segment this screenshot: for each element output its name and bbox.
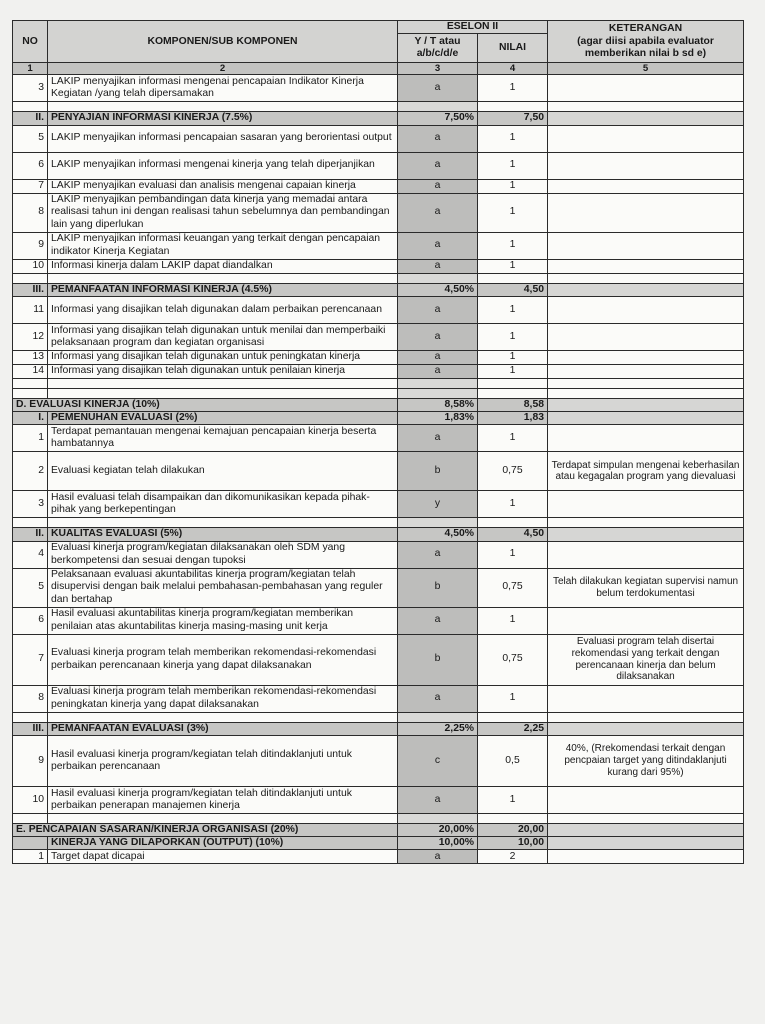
section-title: PEMANFAATAN INFORMASI KINERJA (4.5%) bbox=[48, 283, 398, 296]
row-ket-cell bbox=[548, 518, 744, 528]
item-row bbox=[13, 179, 744, 193]
section-number bbox=[13, 837, 48, 850]
item-keterangan bbox=[548, 179, 744, 193]
row-no-cell bbox=[13, 712, 48, 722]
section-row bbox=[13, 722, 744, 735]
item-row bbox=[13, 607, 744, 634]
item-row bbox=[13, 75, 744, 102]
section-keterangan bbox=[548, 823, 744, 836]
row-yt-cell bbox=[398, 378, 478, 388]
col-header-keterangan bbox=[548, 21, 744, 63]
item-score: 1 bbox=[478, 125, 548, 152]
blank-row bbox=[13, 273, 744, 283]
item-answer: a bbox=[398, 75, 478, 102]
item-text: Informasi yang disajikan telah digunakan untuk menilai dan memperbaiki pelaksanaan program dan kegiatan organisasi bbox=[48, 323, 398, 350]
item-keterangan bbox=[548, 607, 744, 634]
section-keterangan bbox=[548, 722, 744, 735]
item-score: 1 bbox=[478, 179, 548, 193]
item-keterangan: 40%, (Rrekomendasi terkait dengan pencpaian target yang ditindaklanjuti kurang dari 95%) bbox=[548, 735, 744, 786]
item-score: 1 bbox=[478, 75, 548, 102]
section-title: PEMENUHAN EVALUASI (2%) bbox=[48, 412, 398, 425]
item-text: Evaluasi kinerja program telah memberikan rekomendasi-rekomendasi peningkatan kinerja yang dapat dilaksanakan bbox=[48, 685, 398, 712]
section-row bbox=[13, 283, 744, 296]
item-answer: a bbox=[398, 685, 478, 712]
row-yt-cell bbox=[398, 518, 478, 528]
row-yt-cell bbox=[398, 813, 478, 823]
section-score: 1,83 bbox=[478, 412, 548, 425]
table-body bbox=[13, 75, 744, 864]
item-text: Informasi kinerja dalam LAKIP dapat diandalkan bbox=[48, 259, 398, 273]
item-keterangan bbox=[548, 193, 744, 232]
row-nilai-cell bbox=[478, 813, 548, 823]
row-nilai-cell bbox=[478, 518, 548, 528]
item-score: 1 bbox=[478, 323, 548, 350]
item-score: 0,5 bbox=[478, 735, 548, 786]
row-no-cell bbox=[13, 378, 48, 388]
item-number: 1 bbox=[13, 850, 48, 864]
item-number: 5 bbox=[13, 568, 48, 607]
row-text-cell bbox=[48, 518, 398, 528]
item-answer: a bbox=[398, 350, 478, 364]
blank-row bbox=[13, 518, 744, 528]
item-row bbox=[13, 152, 744, 179]
item-answer: a bbox=[398, 125, 478, 152]
item-number: 9 bbox=[13, 232, 48, 259]
section-percentage: 20,00% bbox=[398, 823, 478, 836]
item-keterangan bbox=[548, 425, 744, 452]
item-keterangan bbox=[548, 296, 744, 323]
item-text: Hasil evaluasi kinerja program/kegiatan telah ditindaklanjuti untuk perbaikan perencanaan bbox=[48, 735, 398, 786]
row-nilai-cell bbox=[478, 102, 548, 112]
item-score: 1 bbox=[478, 232, 548, 259]
item-answer: a bbox=[398, 607, 478, 634]
item-text: LAKIP menyajikan informasi mengenai kinerja yang telah diperjanjikan bbox=[48, 152, 398, 179]
item-score: 0,75 bbox=[478, 634, 548, 685]
item-keterangan bbox=[548, 152, 744, 179]
blank-row bbox=[13, 102, 744, 112]
section-row bbox=[13, 398, 744, 411]
section-percentage: 4,50% bbox=[398, 528, 478, 541]
col-number-4: 4 bbox=[478, 63, 548, 75]
item-keterangan: Telah dilakukan kegiatan supervisi namun belum terdokumentasi bbox=[548, 568, 744, 607]
item-text: Informasi yang disajikan telah digunakan untuk peningkatan kinerja bbox=[48, 350, 398, 364]
section-number: III. bbox=[13, 722, 48, 735]
evaluation-table bbox=[12, 20, 744, 864]
item-keterangan: Terdapat simpulan mengenai keberhasilan atau kegagalan program yang dievaluasi bbox=[548, 452, 744, 491]
item-answer: a bbox=[398, 850, 478, 864]
item-row bbox=[13, 568, 744, 607]
row-text-cell bbox=[48, 273, 398, 283]
item-number: 13 bbox=[13, 350, 48, 364]
row-nilai-cell bbox=[478, 388, 548, 398]
item-number: 3 bbox=[13, 491, 48, 518]
item-row bbox=[13, 850, 744, 864]
item-number: 7 bbox=[13, 634, 48, 685]
row-text-cell bbox=[48, 813, 398, 823]
section-keterangan bbox=[548, 412, 744, 425]
item-number: 5 bbox=[13, 125, 48, 152]
row-yt-cell bbox=[398, 102, 478, 112]
row-ket-cell bbox=[548, 273, 744, 283]
item-score: 1 bbox=[478, 296, 548, 323]
item-number: 6 bbox=[13, 152, 48, 179]
keterangan-title: KETERANGAN bbox=[608, 23, 683, 35]
section-score: 7,50 bbox=[478, 112, 548, 125]
item-keterangan bbox=[548, 323, 744, 350]
item-number: 3 bbox=[13, 75, 48, 102]
item-row bbox=[13, 296, 744, 323]
row-no-cell bbox=[13, 273, 48, 283]
item-score: 1 bbox=[478, 491, 548, 518]
item-row bbox=[13, 350, 744, 364]
item-row bbox=[13, 323, 744, 350]
item-text: Hasil evaluasi akuntabilitas kinerja program/kegiatan memberikan penilaian atas akuntabilitas kinerja masing-masing unit kerja bbox=[48, 607, 398, 634]
section-keterangan bbox=[548, 398, 744, 411]
section-score: 10,00 bbox=[478, 837, 548, 850]
blank-row bbox=[13, 813, 744, 823]
item-answer: b bbox=[398, 568, 478, 607]
item-score: 1 bbox=[478, 259, 548, 273]
section-row bbox=[13, 823, 744, 836]
row-text-cell bbox=[48, 712, 398, 722]
item-keterangan bbox=[548, 350, 744, 364]
section-row bbox=[13, 837, 744, 850]
item-answer: a bbox=[398, 232, 478, 259]
item-row bbox=[13, 364, 744, 378]
item-keterangan: Evaluasi program telah disertai rekomendasi yang terkait dengan perencanaan kinerja dan belum dilaksanakan bbox=[548, 634, 744, 685]
item-row bbox=[13, 125, 744, 152]
blank-row bbox=[13, 712, 744, 722]
blank-row bbox=[13, 378, 744, 388]
item-answer: a bbox=[398, 296, 478, 323]
item-number: 2 bbox=[13, 452, 48, 491]
item-row bbox=[13, 634, 744, 685]
item-text: LAKIP menyajikan informasi keuangan yang terkait dengan pencapaian indikator Kinerja Kegiatan bbox=[48, 232, 398, 259]
section-percentage: 8,58% bbox=[398, 398, 478, 411]
item-number: 6 bbox=[13, 607, 48, 634]
section-percentage: 10,00% bbox=[398, 837, 478, 850]
section-percentage: 1,83% bbox=[398, 412, 478, 425]
item-score: 1 bbox=[478, 350, 548, 364]
item-number: 11 bbox=[13, 296, 48, 323]
col-number-3: 3 bbox=[398, 63, 478, 75]
item-keterangan bbox=[548, 685, 744, 712]
row-text-cell bbox=[48, 388, 398, 398]
item-row bbox=[13, 685, 744, 712]
item-score: 2 bbox=[478, 850, 548, 864]
item-score: 0,75 bbox=[478, 568, 548, 607]
item-answer: a bbox=[398, 541, 478, 568]
item-text: Evaluasi kegiatan telah dilakukan bbox=[48, 452, 398, 491]
row-nilai-cell bbox=[478, 273, 548, 283]
item-keterangan bbox=[548, 541, 744, 568]
row-nilai-cell bbox=[478, 378, 548, 388]
item-keterangan bbox=[548, 232, 744, 259]
row-text-cell bbox=[48, 102, 398, 112]
item-row bbox=[13, 541, 744, 568]
item-row bbox=[13, 491, 744, 518]
row-ket-cell bbox=[548, 378, 744, 388]
item-text: Informasi yang disajikan telah digunakan dalam perbaikan perencanaan bbox=[48, 296, 398, 323]
item-score: 1 bbox=[478, 786, 548, 813]
item-text: Hasil evaluasi kinerja program/kegiatan telah ditindaklanjuti untuk perbaikan penerapan manajemen kinerja bbox=[48, 786, 398, 813]
section-title: PEMANFAATAN EVALUASI (3%) bbox=[48, 722, 398, 735]
section-score: 4,50 bbox=[478, 528, 548, 541]
item-number: 4 bbox=[13, 541, 48, 568]
row-yt-cell bbox=[398, 712, 478, 722]
row-no-cell bbox=[13, 388, 48, 398]
item-score: 1 bbox=[478, 152, 548, 179]
item-score: 1 bbox=[478, 541, 548, 568]
item-score: 1 bbox=[478, 364, 548, 378]
item-answer: a bbox=[398, 425, 478, 452]
item-text: Hasil evaluasi telah disampaikan dan dikomunikasikan kepada pihak-pihak yang berkepentingan bbox=[48, 491, 398, 518]
item-row bbox=[13, 425, 744, 452]
item-keterangan bbox=[548, 125, 744, 152]
section-score: 20,00 bbox=[478, 823, 548, 836]
item-answer: a bbox=[398, 364, 478, 378]
item-number: 14 bbox=[13, 364, 48, 378]
section-percentage: 2,25% bbox=[398, 722, 478, 735]
section-title: E. PENCAPAIAN SASARAN/KINERJA ORGANISASI (20%) bbox=[13, 823, 398, 836]
keterangan-subtitle: (agar diisi apabila evaluator memberikan nilai b sd e) bbox=[577, 35, 714, 59]
item-score: 1 bbox=[478, 685, 548, 712]
item-text: LAKIP menyajikan informasi pencapaian sasaran yang berorientasi output bbox=[48, 125, 398, 152]
row-no-cell bbox=[13, 813, 48, 823]
item-keterangan bbox=[548, 259, 744, 273]
item-answer: b bbox=[398, 634, 478, 685]
section-row bbox=[13, 412, 744, 425]
item-number: 8 bbox=[13, 685, 48, 712]
col-header-komponen: KOMPONEN/SUB KOMPONEN bbox=[48, 21, 398, 63]
col-header-eselon: ESELON II bbox=[398, 21, 548, 34]
section-number: II. bbox=[13, 528, 48, 541]
item-text: Informasi yang disajikan telah digunakan untuk penilaian kinerja bbox=[48, 364, 398, 378]
row-ket-cell bbox=[548, 388, 744, 398]
section-percentage: 4,50% bbox=[398, 283, 478, 296]
item-number: 12 bbox=[13, 323, 48, 350]
item-text: LAKIP menyajikan informasi mengenai pencapaian Indikator Kinerja Kegiatan /yang telah dipersamakan bbox=[48, 75, 398, 102]
item-row bbox=[13, 786, 744, 813]
blank-row bbox=[13, 388, 744, 398]
section-number: III. bbox=[13, 283, 48, 296]
item-row bbox=[13, 193, 744, 232]
section-keterangan bbox=[548, 283, 744, 296]
item-keterangan bbox=[548, 786, 744, 813]
section-score: 4,50 bbox=[478, 283, 548, 296]
item-number: 7 bbox=[13, 179, 48, 193]
col-header-nilai: NILAI bbox=[478, 34, 548, 63]
item-text: Terdapat pemantauan mengenai kemajuan pencapaian kinerja beserta hambatannya bbox=[48, 425, 398, 452]
section-keterangan bbox=[548, 528, 744, 541]
item-score: 1 bbox=[478, 607, 548, 634]
section-percentage: 7,50% bbox=[398, 112, 478, 125]
item-row bbox=[13, 735, 744, 786]
item-answer: a bbox=[398, 323, 478, 350]
row-nilai-cell bbox=[478, 712, 548, 722]
item-score: 0,75 bbox=[478, 452, 548, 491]
item-number: 10 bbox=[13, 259, 48, 273]
item-answer: y bbox=[398, 491, 478, 518]
section-keterangan bbox=[548, 112, 744, 125]
item-answer: a bbox=[398, 259, 478, 273]
section-row bbox=[13, 528, 744, 541]
section-number: II. bbox=[13, 112, 48, 125]
section-row bbox=[13, 112, 744, 125]
item-answer: b bbox=[398, 452, 478, 491]
section-keterangan bbox=[548, 837, 744, 850]
item-answer: a bbox=[398, 152, 478, 179]
row-ket-cell bbox=[548, 712, 744, 722]
item-keterangan bbox=[548, 491, 744, 518]
item-answer: c bbox=[398, 735, 478, 786]
item-text: Evaluasi kinerja program telah memberikan rekomendasi-rekomendasi perbaikan perencanaan kinerja yang dapat dilaksanakan bbox=[48, 634, 398, 685]
item-answer: a bbox=[398, 193, 478, 232]
section-score: 8,58 bbox=[478, 398, 548, 411]
section-number: I. bbox=[13, 412, 48, 425]
row-yt-cell bbox=[398, 273, 478, 283]
col-number-5: 5 bbox=[548, 63, 744, 75]
item-keterangan bbox=[548, 364, 744, 378]
col-header-yt: Y / T atau a/b/c/d/e bbox=[398, 34, 478, 63]
section-title: PENYAJIAN INFORMASI KINERJA (7.5%) bbox=[48, 112, 398, 125]
section-title: D. EVALUASI KINERJA (10%) bbox=[13, 398, 398, 411]
item-score: 1 bbox=[478, 193, 548, 232]
item-text: LAKIP menyajikan pembandingan data kinerja yang memadai antara realisasi tahun ini dengan realisasi tahun sebelumnya dan pembandingan lain yang diperlukan bbox=[48, 193, 398, 232]
item-text: Target dapat dicapai bbox=[48, 850, 398, 864]
col-header-no: NO bbox=[13, 21, 48, 63]
item-keterangan bbox=[548, 75, 744, 102]
item-score: 1 bbox=[478, 425, 548, 452]
item-keterangan bbox=[548, 850, 744, 864]
item-answer: a bbox=[398, 786, 478, 813]
section-title: KINERJA YANG DILAPORKAN (OUTPUT) (10%) bbox=[48, 837, 398, 850]
item-answer: a bbox=[398, 179, 478, 193]
item-number: 1 bbox=[13, 425, 48, 452]
section-score: 2,25 bbox=[478, 722, 548, 735]
item-number: 8 bbox=[13, 193, 48, 232]
col-number-2: 2 bbox=[48, 63, 398, 75]
item-number: 9 bbox=[13, 735, 48, 786]
row-text-cell bbox=[48, 378, 398, 388]
item-text: Evaluasi kinerja program/kegiatan dilaksanakan oleh SDM yang berkompetensi dan sesuai dengan tupoksi bbox=[48, 541, 398, 568]
item-row bbox=[13, 232, 744, 259]
row-ket-cell bbox=[548, 102, 744, 112]
row-yt-cell bbox=[398, 388, 478, 398]
col-number-1: 1 bbox=[13, 63, 48, 75]
row-no-cell bbox=[13, 102, 48, 112]
item-text: LAKIP menyajikan evaluasi dan analisis mengenai capaian kinerja bbox=[48, 179, 398, 193]
row-ket-cell bbox=[548, 813, 744, 823]
item-row bbox=[13, 259, 744, 273]
row-no-cell bbox=[13, 518, 48, 528]
item-number: 10 bbox=[13, 786, 48, 813]
item-text: Pelaksanaan evaluasi akuntabilitas kinerja program/kegiatan telah disupervisi dengan baik melalui pembahasan-pembahasan yang reguler dan bertahap bbox=[48, 568, 398, 607]
section-title: KUALITAS EVALUASI (5%) bbox=[48, 528, 398, 541]
item-row bbox=[13, 452, 744, 491]
